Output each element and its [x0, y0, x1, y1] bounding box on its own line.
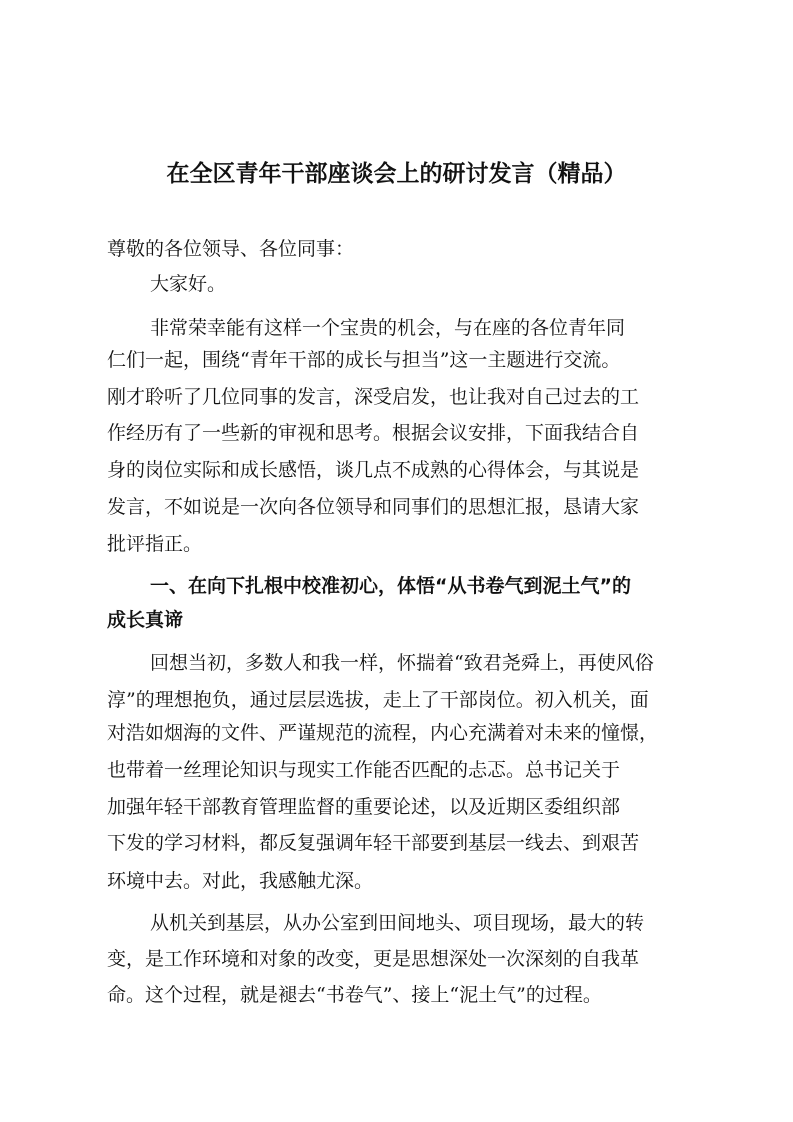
paragraph-line: 下发的学习材料，都反复强调年轻干部要到基层一线去、到艰苦 — [107, 832, 640, 854]
paragraph-line: 对浩如烟海的文件、严谨规范的流程，内心充满着对未来的憧憬， — [107, 722, 659, 744]
intro-line: 刚才聆听了几位同事的发言，深受启发，也让我对自己过去的工 — [107, 386, 640, 408]
paragraph-line: 环境中去。对此，我感触尤深。 — [107, 870, 374, 892]
section-heading: 一、在向下扎根中校准初心，体悟“从书卷气到泥土气”的 — [150, 575, 631, 597]
intro-line: 仁们一起，围绕“青年干部的成长与担当”这一主题进行交流。 — [107, 349, 621, 371]
intro-line: 批评指正。 — [107, 533, 203, 555]
paragraph-line: 回想当初，多数人和我一样，怀揣着“致君尧舜上，再使风俗 — [150, 652, 654, 674]
paragraph-line: 从机关到基层，从办公室到田间地头、项目现场，最大的转 — [150, 912, 645, 934]
section-heading: 成长真谛 — [107, 609, 184, 631]
document-title: 在全区青年干部座谈会上的研讨发言（精品） — [166, 161, 627, 187]
paragraph-line: 加强年轻干部教育管理监督的重要论述，以及近期区委组织部 — [107, 796, 621, 818]
paragraph-line: 淳”的理想抱负，通过层层选拔，走上了干部岗位。初入机关，面 — [107, 689, 649, 711]
greeting: 大家好。 — [150, 273, 227, 295]
intro-line: 非常荣幸能有这样一个宝贵的机会，与在座的各位青年同 — [150, 317, 626, 339]
intro-line: 作经历有了一些新的审视和思考。根据会议安排，下面我结合自 — [107, 422, 640, 444]
intro-line: 身的岗位实际和成长感悟，谈几点不成熟的心得体会，与其说是 — [107, 459, 640, 481]
paragraph-line: 命。这个过程，就是褪去“书卷气”、接上“泥土气”的过程。 — [107, 984, 602, 1006]
paragraph-line: 也带着一丝理论知识与现实工作能否匹配的忐忑。总书记关于 — [107, 759, 621, 781]
salutation: 尊敬的各位领导、各位同事： — [107, 238, 355, 260]
paragraph-line: 变，是工作环境和对象的改变，更是思想深处一次深刻的自我革 — [107, 948, 640, 970]
intro-line: 发言，不如说是一次向各位领导和同事们的思想汇报，恳请大家 — [107, 496, 640, 518]
